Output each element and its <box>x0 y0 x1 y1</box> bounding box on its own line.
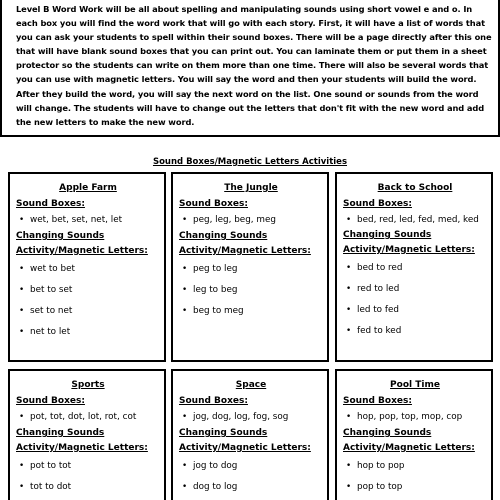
card-pool-time <box>335 369 493 500</box>
list-item: • net to let <box>16 322 160 343</box>
changes-list <box>343 456 487 498</box>
intro-box <box>0 0 500 137</box>
list-item: • tot to dot <box>16 477 160 498</box>
sound-boxes-label: Sound Boxes: <box>179 396 248 406</box>
changing-sounds-label: Changing Sounds <box>179 231 268 241</box>
sound-boxes-label: Sound Boxes: <box>343 396 412 406</box>
changing-sounds-label: Changing Sounds <box>16 428 105 438</box>
sound-boxes-words: • jog, dog, log, fog, sog <box>179 409 323 426</box>
card-title: Space <box>235 380 267 390</box>
sound-boxes-label: Sound Boxes: <box>179 199 248 209</box>
activity-label: Activity/Magnetic Letters: <box>343 443 475 453</box>
sound-boxes-words: • peg, leg, beg, meg <box>179 212 323 229</box>
card-apple-farm <box>8 172 166 362</box>
sound-boxes-list <box>16 409 160 426</box>
changing-sounds-label: Changing Sounds <box>16 231 105 241</box>
card-back-to-school <box>335 172 493 362</box>
changing-sounds-label: Changing Sounds <box>179 428 268 438</box>
list-item: • wet to bet <box>16 259 160 280</box>
list-item: • leg to beg <box>179 280 323 301</box>
sound-boxes-words: • bed, red, led, fed, med, ked <box>343 212 487 228</box>
list-item: • jog to dog <box>179 456 323 477</box>
sound-boxes-label: Sound Boxes: <box>16 199 85 209</box>
sound-boxes-list <box>179 212 323 229</box>
activity-label: Activity/Magnetic Letters: <box>179 443 311 453</box>
list-item: • beg to meg <box>179 301 323 322</box>
changing-sounds-label: Changing Sounds <box>343 230 432 240</box>
card-title: Apple Farm <box>59 183 117 193</box>
changing-sounds-label: Changing Sounds <box>343 428 432 438</box>
sound-boxes-list <box>16 212 160 229</box>
changes-list <box>343 258 487 342</box>
activity-label: Activity/Magnetic Letters: <box>179 246 311 256</box>
card-title: Back to School <box>377 183 453 193</box>
sound-boxes-list <box>343 212 487 228</box>
card-title: Pool Time <box>390 380 440 390</box>
list-item: • hop to pop <box>343 456 487 477</box>
activity-label: Activity/Magnetic Letters: <box>16 443 148 453</box>
list-item: • bet to set <box>16 280 160 301</box>
changes-list <box>16 259 160 343</box>
list-item: • led to fed <box>343 300 487 321</box>
sound-boxes-list <box>343 409 487 426</box>
list-item: • red to led <box>343 279 487 300</box>
changes-list <box>179 456 323 498</box>
intro-text: Level B Word Work will be all about spelling and manipulating sounds using short vowel e and o. In each box you will find the word work that will go with each story. First, it will have a list of words that you can ask your students to spell within their sound boxes. There will be a page directly after this one that will have blank sound boxes that you can print out. You can laminate them or put them in a sheet protector so the students can write on them more than one time. There will also be several words that you can use with magnetic letters. You will say the word and then your students will build the word. After they build the word, you will say the next word on the list. One sound or sounds from the word will change. The students will have to change out the letters that don't fit with the new word and add the new letters to make the new word. <box>16 4 492 127</box>
list-item: • peg to leg <box>179 259 323 280</box>
sound-boxes-label: Sound Boxes: <box>16 396 85 406</box>
card-the-jungle <box>171 172 329 362</box>
card-space <box>171 369 329 500</box>
sound-boxes-list <box>179 409 323 426</box>
card-sports <box>8 369 166 500</box>
list-item: • pop to top <box>343 477 487 498</box>
changes-list <box>179 259 323 322</box>
list-item: • bed to red <box>343 258 487 279</box>
activity-label: Activity/Magnetic Letters: <box>16 246 148 256</box>
list-item: • fed to ked <box>343 321 487 342</box>
list-item: • dog to log <box>179 477 323 498</box>
list-item: • set to net <box>16 301 160 322</box>
activity-label: Activity/Magnetic Letters: <box>343 245 475 255</box>
sound-boxes-label: Sound Boxes: <box>343 199 412 209</box>
sound-boxes-words: • wet, bet, set, net, let <box>16 212 160 229</box>
card-title: Sports <box>71 380 105 390</box>
changes-list <box>16 456 160 498</box>
section-title: Sound Boxes/Magnetic Letters Activities <box>152 157 348 167</box>
sound-boxes-words: • pot, tot, dot, lot, rot, cot <box>16 409 160 426</box>
sound-boxes-words: • hop, pop, top, mop, cop <box>343 409 487 426</box>
card-title: The Jungle <box>224 183 278 193</box>
list-item: • pot to tot <box>16 456 160 477</box>
